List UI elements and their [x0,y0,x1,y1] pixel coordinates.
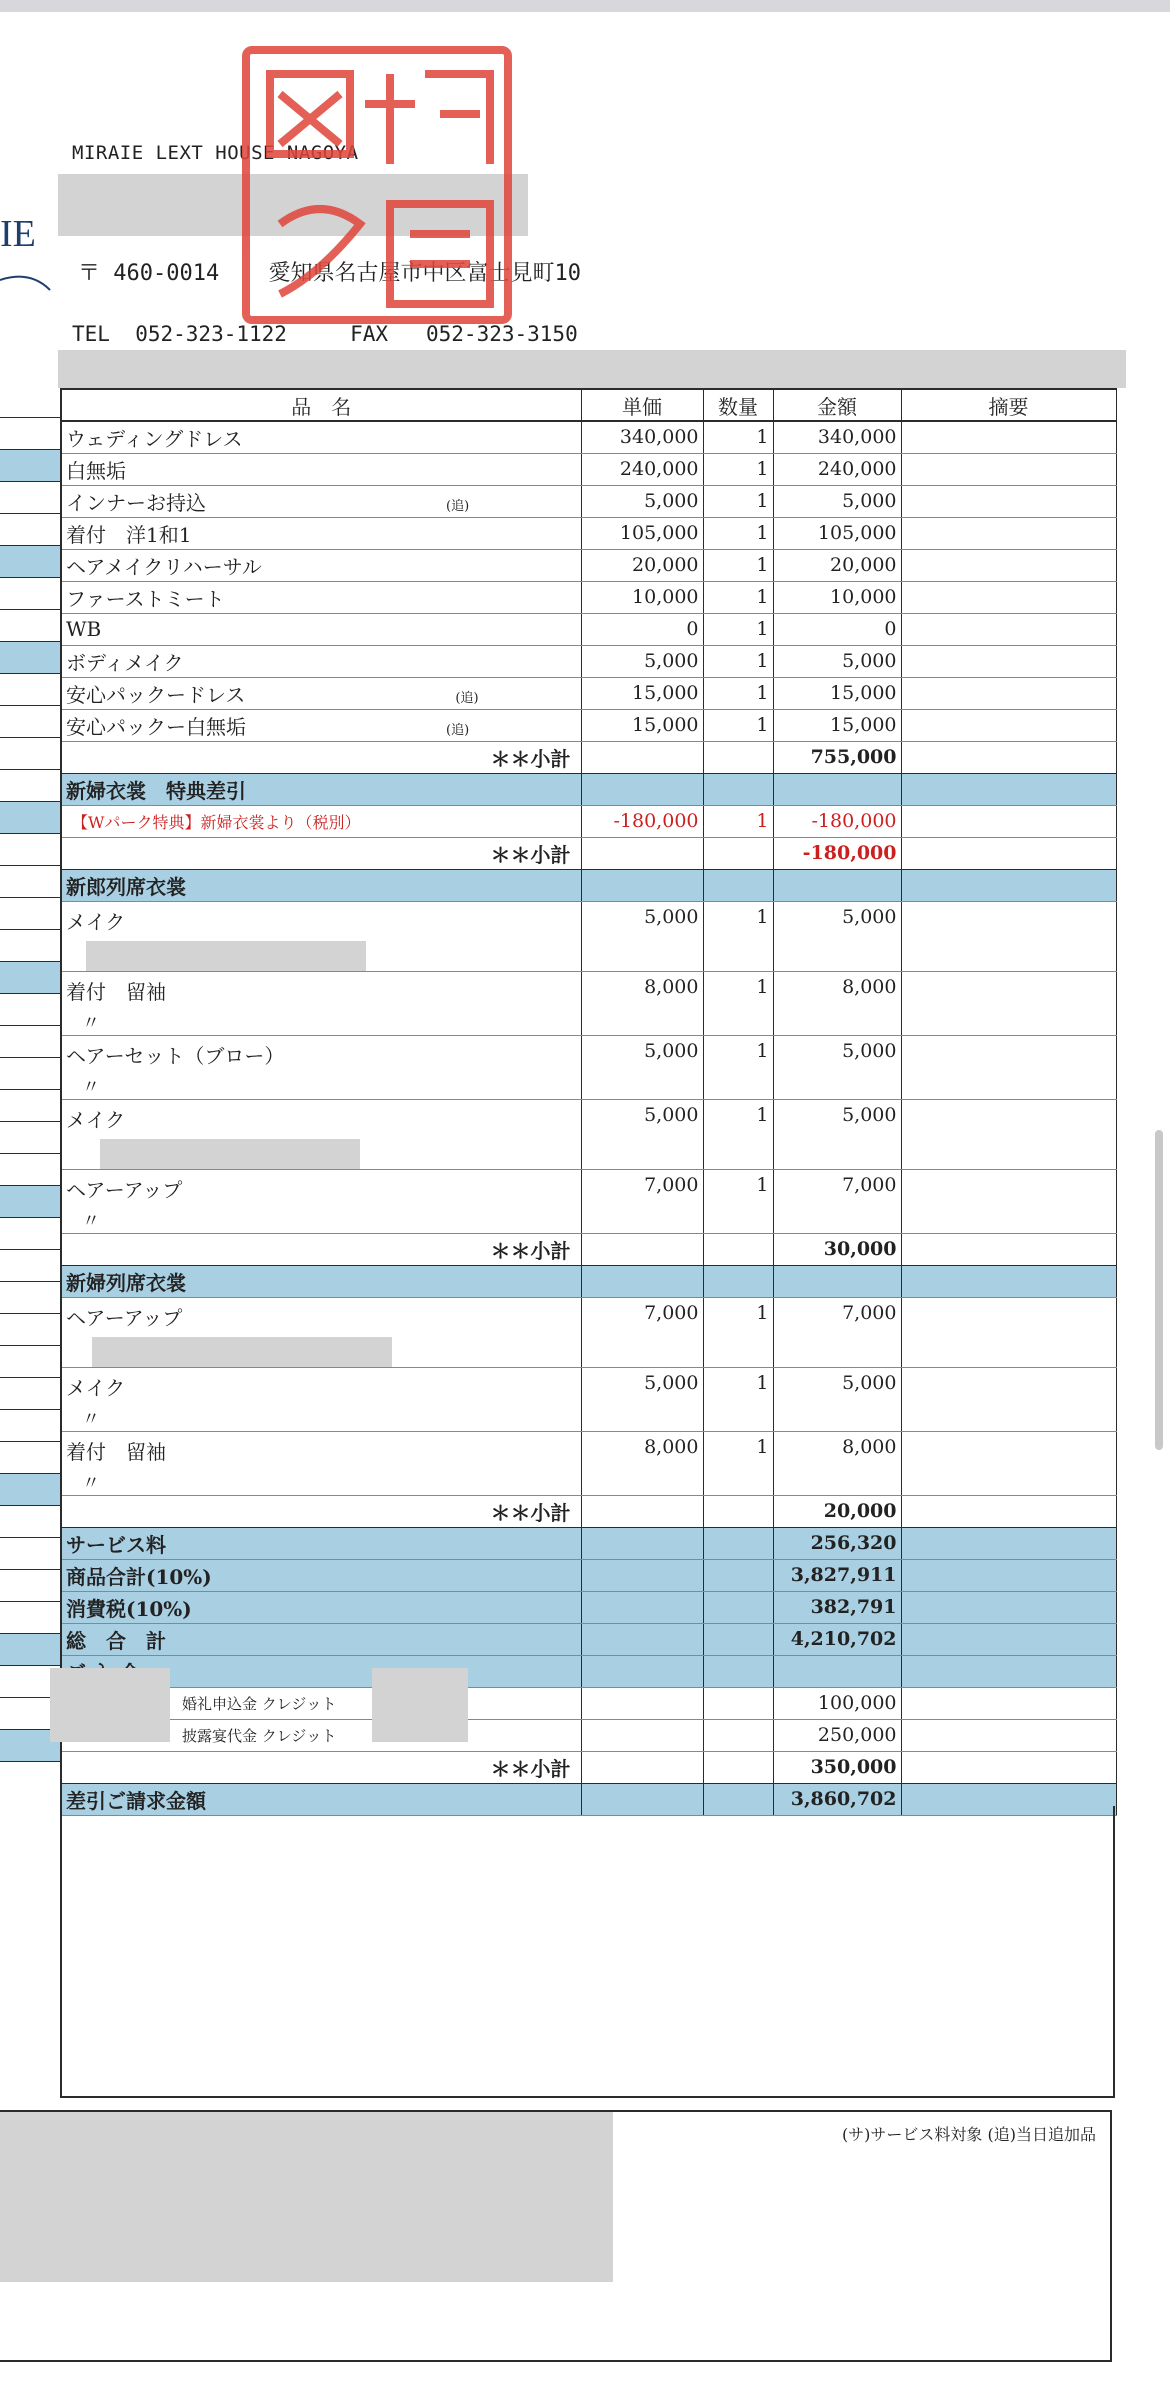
item-remarks [901,1099,1116,1169]
section-label: 差引ご請求金額 [61,1783,581,1815]
item-remarks [901,581,1116,613]
table-header-row [61,389,1116,421]
section-label: 新郎列席衣裳 [61,869,581,901]
discount-name: 【Wパーク特典】新婦衣裳より（税別） [61,805,581,837]
item-price: 8,000 [581,971,703,1035]
section-amount [773,1265,901,1297]
empty-cell [703,1623,773,1655]
item-amount: 15,000 [773,677,901,709]
subtotal-label: ＊＊小計 [61,1495,581,1527]
item-remarks [901,613,1116,645]
empty-cell [901,869,1116,901]
item-amount: 5,000 [773,1099,901,1169]
empty-cell [581,741,703,773]
section-amount: 4,210,702 [773,1623,901,1655]
empty-cell [703,1751,773,1783]
empty-cell [581,1495,703,1527]
discount-price: -180,000 [581,805,703,837]
section-amount [773,773,901,805]
item-price: 5,000 [581,1367,703,1431]
section-amount: 256,320 [773,1527,901,1559]
ditto-mark: 〃 [82,1408,100,1430]
item-amount: 5,000 [773,645,901,677]
empty-cell [581,1265,703,1297]
item-qty: 1 [703,485,773,517]
col-header-name: 品 名 [61,389,581,421]
company-name: MIRAIE LEXT HOUSE NAGOYA [72,142,359,164]
item-qty: 1 [703,709,773,741]
item-name [61,453,581,485]
footnote: (サ)サービス料対象 (追)当日追加品 [841,2125,1096,2144]
item-qty: 1 [703,549,773,581]
ditto-mark: 〃 [82,1012,100,1034]
item-price: 340,000 [581,421,703,453]
section-label: 総 合 計 [61,1623,581,1655]
discount-amount: -180,000 [773,805,901,837]
item-remarks [901,549,1116,581]
empty-cell [581,1527,703,1559]
item-name [61,613,581,645]
item-remarks [901,453,1116,485]
section-label: 新婦衣裳 特典差引 [61,773,581,805]
item-name [61,1297,581,1367]
redacted-block [372,1668,468,1742]
item-name-text: 安心パックー白無垢 [66,714,246,739]
subtotal-label: ＊＊小計 [61,741,581,773]
item-name [61,549,581,581]
col-header-remarks: 摘要 [901,389,1116,421]
empty-cell [901,1655,1116,1687]
item-price: 15,000 [581,677,703,709]
table-row [61,709,1116,741]
item-note: (追) [446,498,470,514]
item-amount: 5,000 [773,485,901,517]
redacted-block [58,350,1126,388]
item-name-text: ボディメイク [66,650,184,675]
item-remarks [901,1035,1116,1099]
item-price: 7,000 [581,1169,703,1233]
item-name [61,971,581,1035]
item-price: 240,000 [581,453,703,485]
item-qty: 1 [703,645,773,677]
total-row [61,1591,1116,1623]
table-row [61,901,1116,971]
subtotal-row [61,1751,1116,1783]
item-price: 0 [581,613,703,645]
postal-code: 〒 460-0014 [78,261,220,286]
item-price: 5,000 [581,645,703,677]
item-name [61,1099,581,1169]
col-header-amount: 金額 [773,389,901,421]
table-row [61,549,1116,581]
item-price: 5,000 [581,1099,703,1169]
item-qty: 1 [703,613,773,645]
table-row [61,1719,1116,1751]
item-price: 20,000 [581,549,703,581]
section-amount: 3,860,702 [773,1783,901,1815]
item-name-text: メイク [66,1107,126,1132]
item-name-text: メイク [66,1375,126,1400]
item-amount: 7,000 [773,1169,901,1233]
empty-cell [581,869,703,901]
item-qty: 1 [703,453,773,485]
item-amount: 5,000 [773,1035,901,1099]
item-name-text: インナーお持込 [66,490,206,515]
empty-cell [901,741,1116,773]
item-name [61,1367,581,1431]
item-name [61,901,581,971]
section-label: 新婦列席衣裳 [61,1265,581,1297]
subtotal-amount: 30,000 [773,1233,901,1265]
subtotal-amount: 350,000 [773,1751,901,1783]
empty-cell [901,773,1116,805]
empty-cell [901,1265,1116,1297]
item-remarks [901,1367,1116,1431]
section-payments [61,1655,1116,1687]
redacted-block [0,2112,613,2282]
item-name-text: ヘアメイクリハーサル [66,554,262,579]
item-amount: 0 [773,613,901,645]
section-label: 消費税(10%) [61,1591,581,1623]
item-remarks [901,1169,1116,1233]
subtotal-label: ＊＊小計 [61,1233,581,1265]
empty-cell [703,1559,773,1591]
col-header-price: 単価 [581,389,703,421]
item-qty: 1 [703,1367,773,1431]
empty-cell [703,741,773,773]
item-name-text: ウェディングドレス [66,426,243,451]
empty-cell [581,773,703,805]
item-name-text: メイク [66,909,126,934]
address: 愛知県名古屋市中区富士見町10 [268,261,581,286]
item-remarks [901,709,1116,741]
item-amount: 340,000 [773,421,901,453]
item-price: 5,000 [581,1035,703,1099]
invoice-table [60,388,1117,1816]
item-qty: 1 [703,677,773,709]
table-row [61,1169,1116,1233]
table-row [61,1099,1116,1169]
redacted-block [50,1668,170,1742]
section-discount [61,773,1116,805]
ditto-mark: 〃 [82,1210,100,1232]
col-header-qty: 数量 [703,389,773,421]
subtotal-row [61,1495,1116,1527]
item-qty: 1 [703,1169,773,1233]
payment-name-text: 披露宴代金 クレジット [182,1726,337,1745]
item-name-text: ヘアーアップ [66,1305,183,1330]
item-name-text: 着付 洋1和1 [66,522,192,547]
item-name [61,581,581,613]
subtotal-amount: 20,000 [773,1495,901,1527]
empty-cell [581,1751,703,1783]
total-row [61,1527,1116,1559]
scrollbar[interactable] [1155,1130,1163,1450]
empty-cell [581,1591,703,1623]
item-name [61,709,581,741]
item-price: 10,000 [581,581,703,613]
table-row [61,453,1116,485]
empty-cell [703,1495,773,1527]
company-seal-stamp-icon [240,44,516,328]
payment-amount: 250,000 [773,1719,901,1751]
item-name-text: 白無垢 [66,458,126,483]
table-row [61,613,1116,645]
table-row [61,1035,1116,1099]
item-name [61,1169,581,1233]
empty-cell [703,1591,773,1623]
item-remarks [901,901,1116,971]
table-row [61,1431,1116,1495]
item-name-text: ヘアーセット（ブロー） [66,1043,285,1068]
item-name [61,421,581,453]
empty-cell [901,1719,1116,1751]
section-amount: 382,791 [773,1591,901,1623]
item-name [61,485,581,517]
table-row [61,645,1116,677]
item-amount: 10,000 [773,581,901,613]
item-amount: 15,000 [773,709,901,741]
subtotal-row [61,1233,1116,1265]
empty-cell [901,1751,1116,1783]
item-price: 5,000 [581,485,703,517]
empty-cell [581,1559,703,1591]
item-amount: 8,000 [773,1431,901,1495]
item-remarks [901,421,1116,453]
item-note: (追) [455,690,479,706]
item-qty: 1 [703,971,773,1035]
empty-cell [581,1719,703,1751]
item-qty: 1 [703,901,773,971]
total-row [61,1623,1116,1655]
item-price: 15,000 [581,709,703,741]
section-label: 商品合計(10%) [61,1559,581,1591]
empty-cell [703,837,773,869]
item-amount: 240,000 [773,453,901,485]
section-bride-guests [61,1265,1116,1297]
empty-cell [581,1687,703,1719]
item-price: 8,000 [581,1431,703,1495]
subtotal-amount: -180,000 [773,837,901,869]
empty-cell [703,1527,773,1559]
empty-cell [901,1527,1116,1559]
empty-cell [581,1655,703,1687]
item-price: 5,000 [581,901,703,971]
empty-cell [901,1623,1116,1655]
top-bar [0,0,1170,12]
tel-fax: TEL 052-323-1122 FAX 052-323-3150 [72,322,578,346]
item-name [61,645,581,677]
table-row [61,1297,1116,1367]
item-qty: 1 [703,1035,773,1099]
item-remarks [901,677,1116,709]
empty-cell [901,1495,1116,1527]
item-name-text: 着付 留袖 [66,1439,166,1464]
blank-table-area [60,1806,1115,2098]
item-remarks [901,971,1116,1035]
item-name [61,1035,581,1099]
table-row [61,1367,1116,1431]
footer-box [0,2110,1112,2362]
item-price: 105,000 [581,517,703,549]
table-row [61,517,1116,549]
item-qty: 1 [703,1099,773,1169]
empty-cell [581,1233,703,1265]
empty-cell [703,1655,773,1687]
item-amount: 8,000 [773,971,901,1035]
logo-swoosh-icon [0,260,60,300]
table-row [61,677,1116,709]
empty-cell [703,1265,773,1297]
subtotal-label: ＊＊小計 [61,1751,581,1783]
item-remarks [901,1431,1116,1495]
redacted-block [100,1139,360,1169]
item-name [61,677,581,709]
ditto-mark: 〃 [82,1472,100,1494]
subtotal-row [61,837,1116,869]
section-amount [773,1655,901,1687]
empty-cell [703,1719,773,1751]
item-name-text: WB [66,617,102,641]
section-amount [773,869,901,901]
total-row [61,1559,1116,1591]
empty-cell [581,837,703,869]
table-row [61,485,1116,517]
redacted-block [92,1337,392,1367]
discount-qty: 1 [703,805,773,837]
section-amount: 3,827,911 [773,1559,901,1591]
item-name [61,517,581,549]
empty-cell [703,1233,773,1265]
item-amount: 5,000 [773,901,901,971]
left-side-table [0,386,60,1762]
section-groom-guests [61,869,1116,901]
item-remarks [901,485,1116,517]
payment-amount: 100,000 [773,1687,901,1719]
empty-cell [901,1591,1116,1623]
empty-cell [703,773,773,805]
empty-cell [581,1623,703,1655]
item-amount: 7,000 [773,1297,901,1367]
item-price: 7,000 [581,1297,703,1367]
item-name [61,1431,581,1495]
item-amount: 5,000 [773,1367,901,1431]
section-label: サービス料 [61,1527,581,1559]
item-name-text: ヘアーアップ [66,1177,183,1202]
logo-fragment: IE [0,213,36,255]
item-qty: 1 [703,1431,773,1495]
item-qty: 1 [703,1297,773,1367]
empty-cell [703,1687,773,1719]
table-row [61,971,1116,1035]
item-qty: 1 [703,421,773,453]
payment-name-text: 婚礼申込金 クレジット [182,1694,337,1713]
subtotal-row [61,741,1116,773]
empty-cell [703,869,773,901]
redacted-block [86,941,366,971]
item-qty: 1 [703,581,773,613]
item-remarks [901,517,1116,549]
item-note: (追) [446,722,470,738]
table-row [61,1687,1116,1719]
item-name-text: 着付 留袖 [66,979,166,1004]
empty-cell [901,1687,1116,1719]
empty-cell [901,1559,1116,1591]
subtotal-amount: 755,000 [773,741,901,773]
table-row [61,805,1116,837]
item-amount: 105,000 [773,517,901,549]
empty-cell [901,837,1116,869]
item-qty: 1 [703,517,773,549]
item-name-text: 安心パックードレス [66,682,246,707]
item-remarks [901,1297,1116,1367]
empty-cell [901,1233,1116,1265]
ditto-mark: 〃 [82,1076,100,1098]
table-row [61,421,1116,453]
table-row [61,581,1116,613]
item-name-text: ファーストミート [66,586,225,611]
item-amount: 20,000 [773,549,901,581]
item-remarks [901,805,1116,837]
item-remarks [901,645,1116,677]
subtotal-label: ＊＊小計 [61,837,581,869]
